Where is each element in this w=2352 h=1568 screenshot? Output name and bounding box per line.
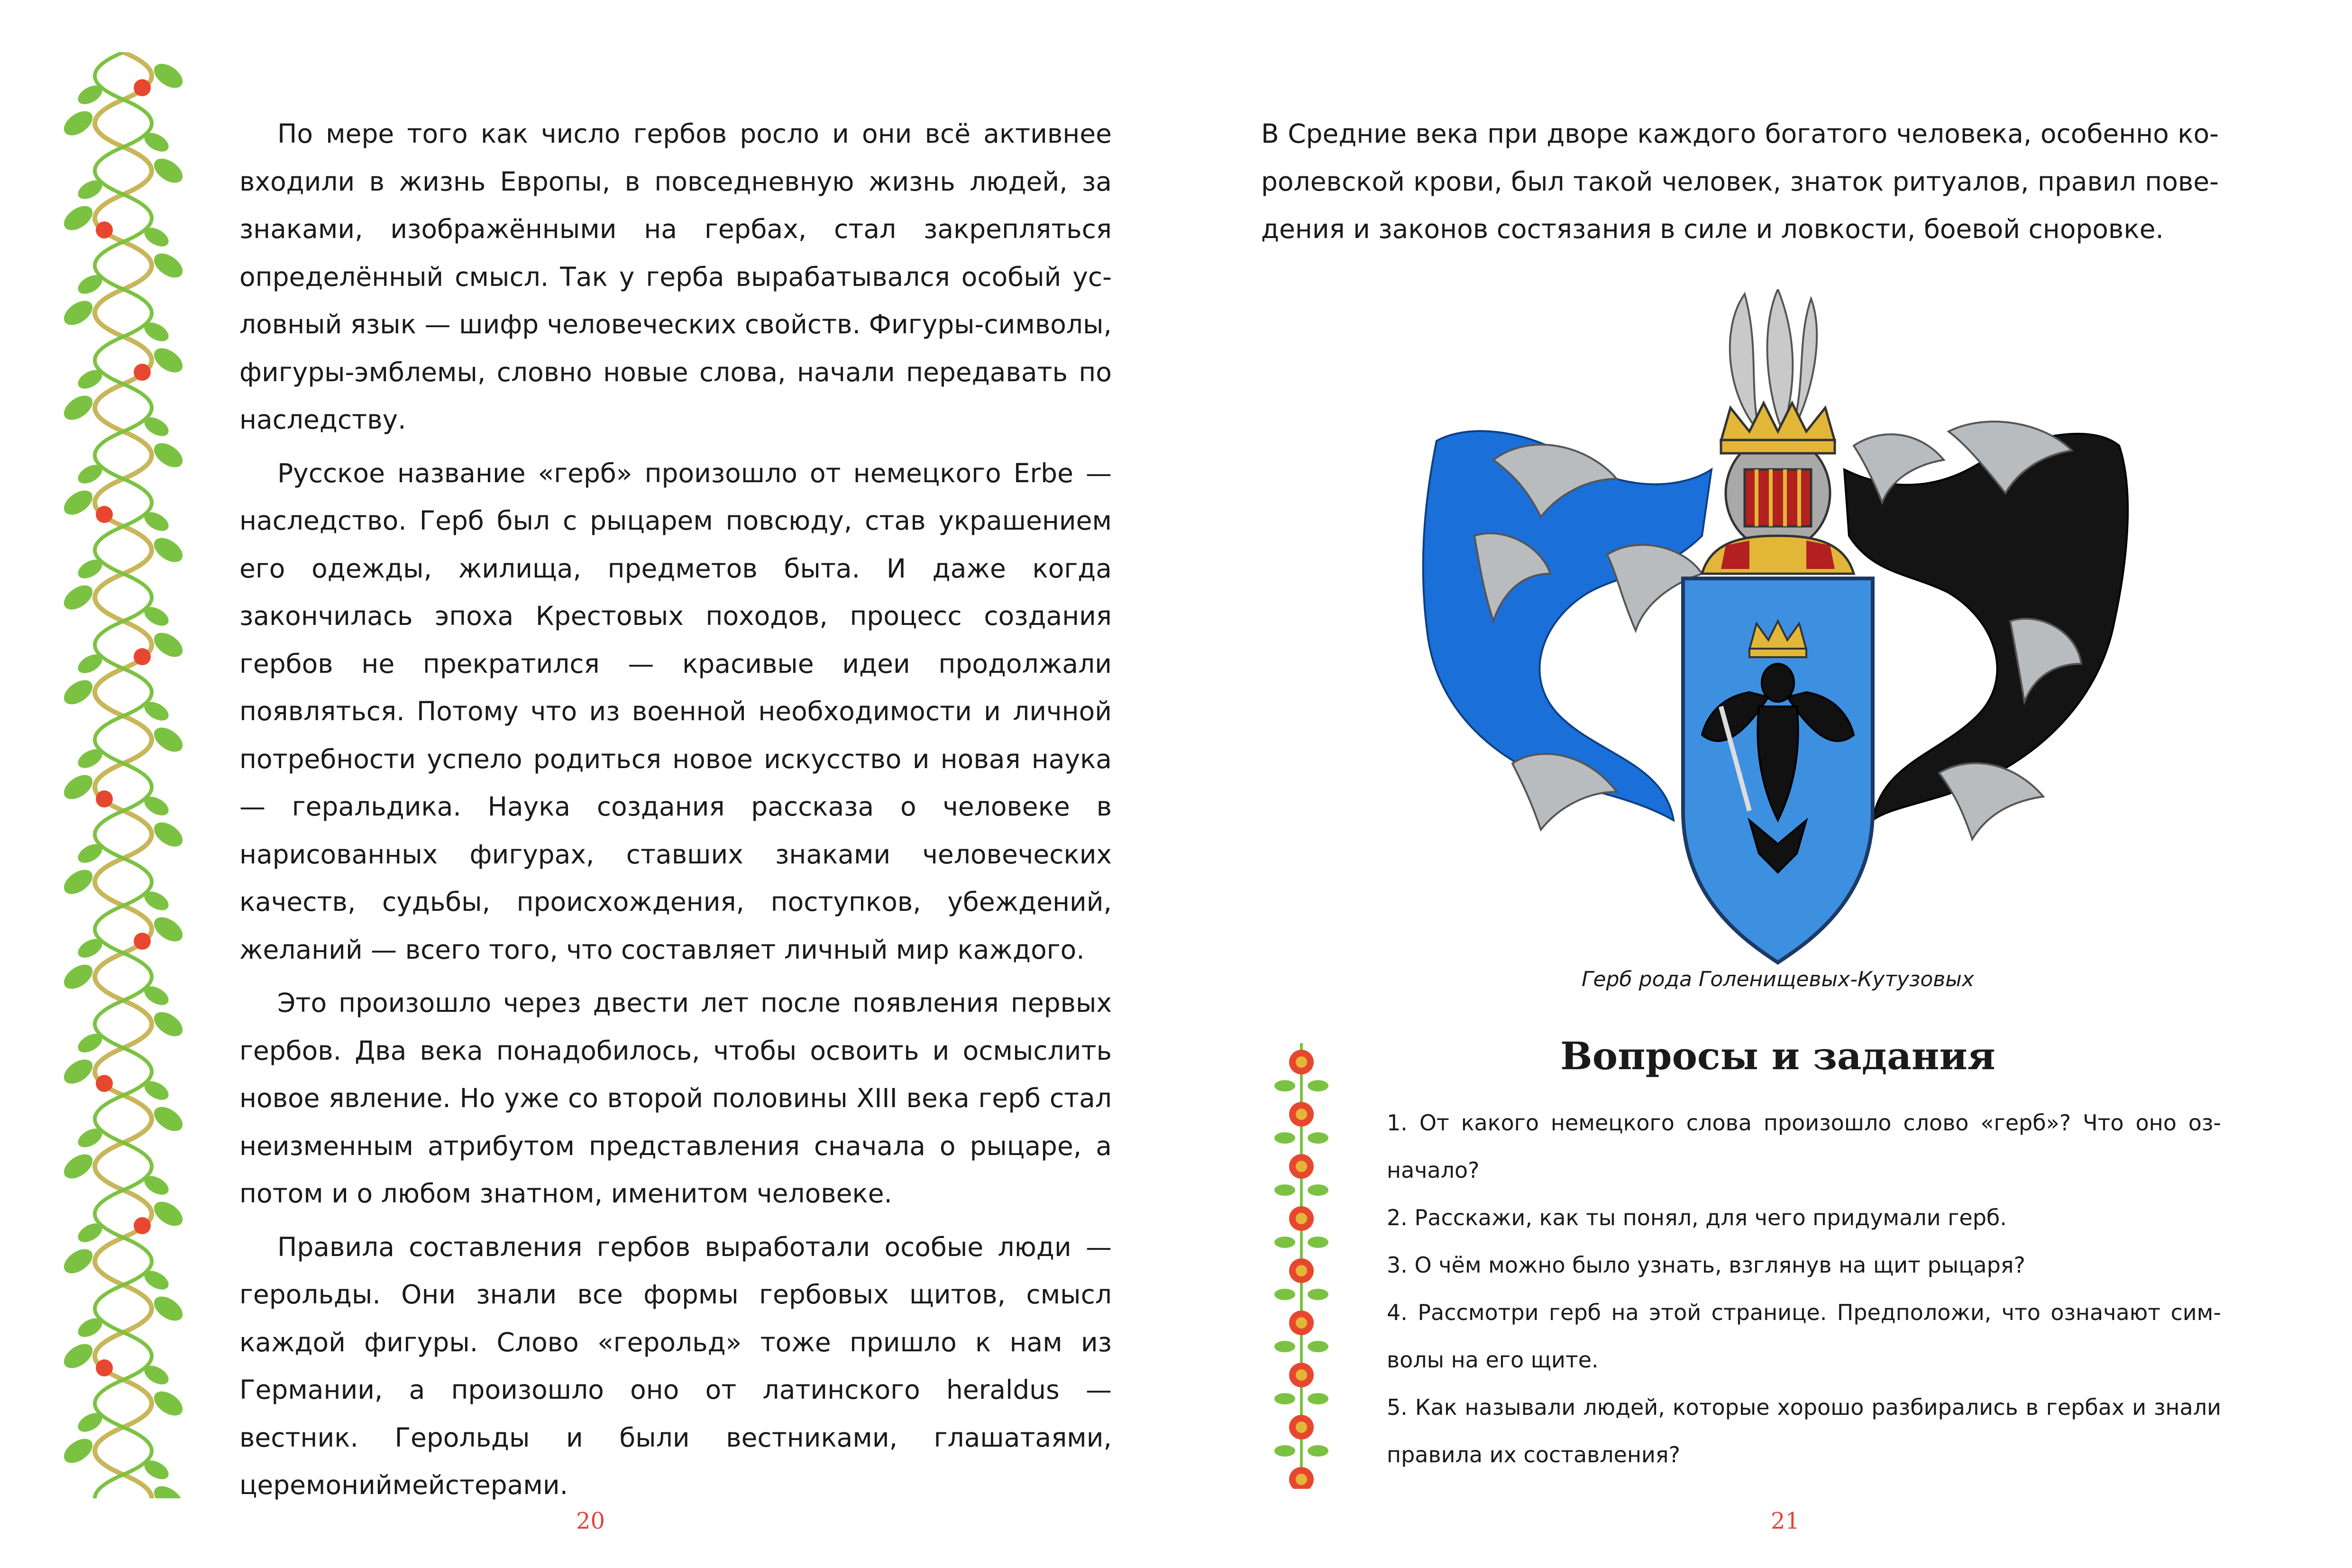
question-item: 5. Как называли людей, которые хорошо разбирались в гербах и знали правила их составления?: [1387, 1394, 2221, 1467]
left-floral-border: [33, 52, 213, 1498]
questions-heading: Вопросы и задания: [1560, 1034, 1995, 1078]
page-number-right: 21: [1771, 1508, 1800, 1534]
paragraph: По мере того как число гербов росло и они всё активнее входили в жизнь Европы, в повседневную жизнь людей, за знаками, изображёнными на гербах, стал закрепляться определённый смысл. Так у герба вырабатывался особый условный язык — шифр человеческих свойств. Фигуры-символы, фигуры-эмблемы, словно новые слова, начали передавать по наследству.: [239, 119, 1112, 435]
paragraph: В Средние века при дворе каждого богатого человека, особенно королевской крови, был такой человек, знаток ритуалов, правил поведения и законов состязания в силе и ловкости, боевой сноровке.: [1261, 119, 2219, 244]
page-number-left: 20: [576, 1508, 605, 1534]
question-item: 2. Расскажи, как ты понял, для чего придумали герб.: [1387, 1205, 2007, 1230]
question-item: 4. Рассмотри герб на этой странице. Предположи, что означают символы на его щите.: [1387, 1300, 2221, 1373]
feathers: [1730, 289, 1817, 431]
paragraph: Правила составления гербов выработали особые люди — герольды. Они знали все формы гербовых щитов, смысл каждой фигуры. Слово «герольд» тоже пришло к нам из Германии, а произошло оно от латинского heraldus — вестник. Герольды и были вестниками, глашатаями, церемониймейстерами.: [239, 1231, 1112, 1500]
right-page-intro: [1261, 110, 2219, 253]
image-caption: Герб рода Голенищевых-Кутузовых: [1582, 967, 1974, 991]
questions-floral-border: [1266, 1043, 1337, 1489]
eagle-crown: [1749, 621, 1806, 657]
helmet: [1702, 436, 1854, 574]
left-page-body: [239, 110, 1112, 1515]
questions-list: [1387, 1099, 2221, 1478]
question-item: 1. От какого немецкого слова произошло слово «герб»? Что оно означало?: [1387, 1110, 2221, 1183]
paragraph: Русское название «герб» произошло от немецкого Erbe — наследство. Герб был с рыцарем повсюду, став украшением его одежды, жилища, предметов быта. И даже когда закончилась эпоха Крестовых походов, процесс создания гербов не прекратился — красивые идеи продолжали появляться. Потому что из военной необходимости и личной потребности успело родиться новое искусство и новая наука — геральдика. Наука создания рассказа о человеке в нарисованных фигурах, ставших знаками человеческих качеств, судьбы, происхождения, поступков, убеждений, желаний — всего того, что составляет личный мир каждого.: [239, 458, 1112, 965]
paragraph: Это произошло через двести лет после появления первых гербов. Два века понадобилось, чтобы освоить и осмыслить новое явление. Но уже со второй половины XIII века герб стал неизменным атрибутом представления сначала о рыцаре, а потом и о любом знатном, именитом человеке.: [239, 988, 1112, 1209]
coat-of-arms-image: [1418, 289, 2138, 977]
question-item: 3. О чём можно было узнать, взглянув на щит рыцаря?: [1387, 1252, 2025, 1278]
